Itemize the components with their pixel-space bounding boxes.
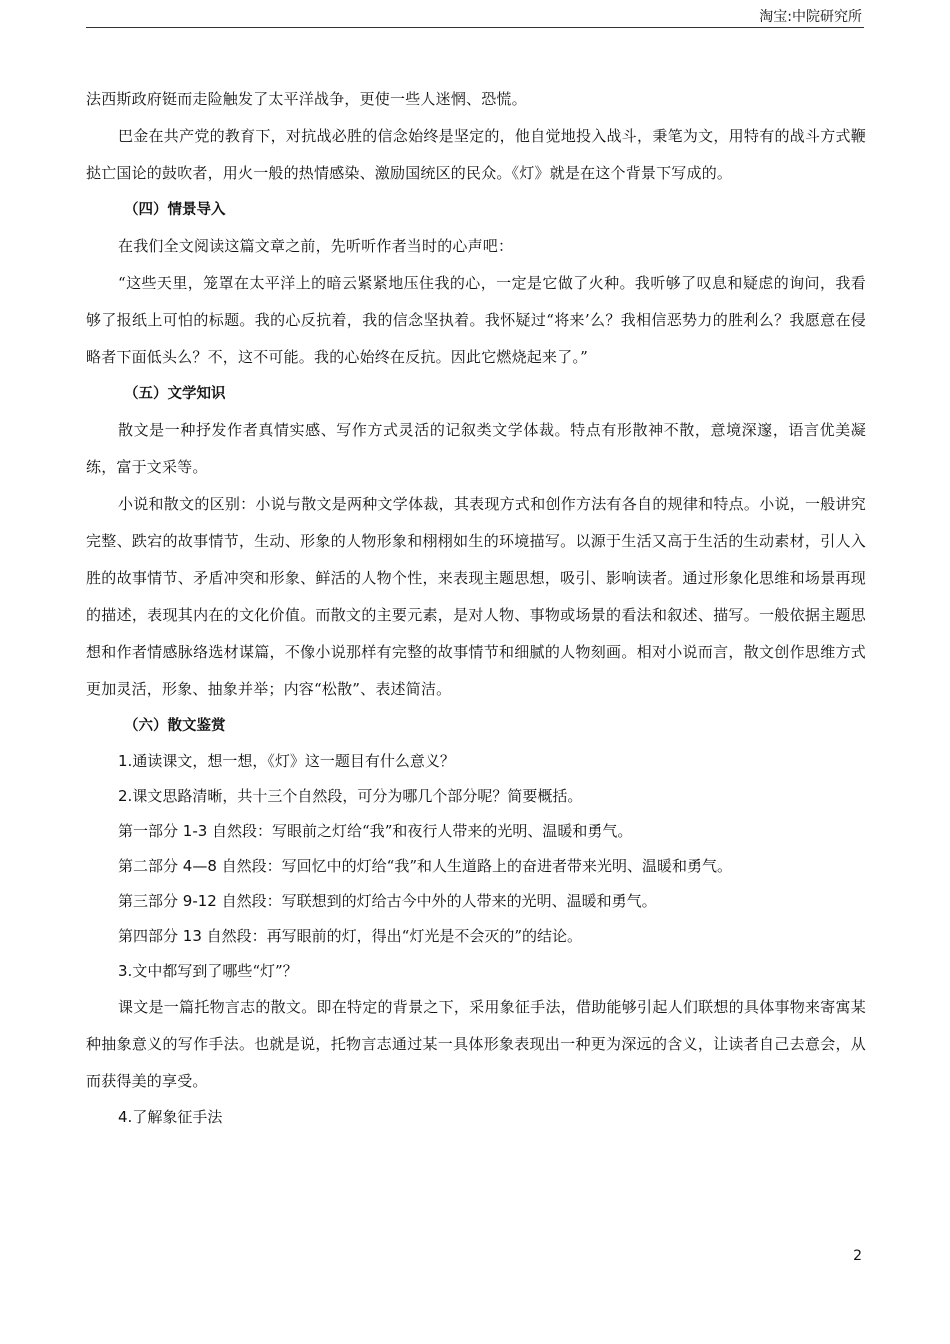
part-3-label: 第三部分: [118, 892, 183, 910]
paragraph-4: “这些天里，笼罩在太平洋上的暗云紧紧地压住我的心，一定是它做了火种。我听够了叹息和疑虑的询问，我看够了报纸上可怕的标题。我的心反抗着，我的信念坚执着。我怀疑过“将来’么？我相信恶势力的胜利么？我愿意在侵略者下面低头么？不，这不可能。我的心始终在反抗。因此它燃烧起来了。”: [86, 274, 866, 366]
header-text: 淘宝:中院研究所: [759, 9, 862, 25]
paragraph-2: 巴金在共产党的教育下，对抗战必胜的信念始终是坚定的，他自觉地投入战斗，秉笔为文，用特有的战斗方式鞭挞亡国论的鼓吹者，用火一般的热情感染、激励国统区的民众。《灯》就是在这个背景下写成的。: [86, 127, 866, 182]
question-2-number: 2.: [118, 787, 133, 805]
part-1-text: 自然段：写眼前之灯给“我”和夜行人带来的光明、温暖和勇气。: [207, 822, 633, 840]
part-1-label: 第一部分: [118, 822, 183, 840]
page-number: 2: [853, 1248, 862, 1264]
question-4-text: 了解象征手法: [132, 1108, 223, 1126]
paragraph-6: 小说和散文的区别：小说与散文是两种文学体裁，其表现方式和创作方法有各自的规律和特点。小说，一般讲究完整、跌宕的故事情节，生动、形象的人物形象和栩栩如生的环境描写。以源于生活又高于生活的生动素材，引人入胜的故事情节、矛盾冲突和形象、鲜活的人物个性，来表现主题思想，吸引、影响读者。通过形象化思维和场景再现的描述，表现其内在的文化价值。而散文的主要元素，是对人物、事物或场景的看法和叙述、描写。一般依据主题思想和作者情感脉络选材谋篇，不像小说那样有完整的故事情节和细腻的人物刻画。相对小说而言，散文创作思维方式更加灵活，形象、抽象并举；内容“松散”、表述简洁。: [86, 495, 866, 698]
part-4-label: 第四部分: [118, 927, 183, 945]
question-4-number: 4.: [118, 1108, 133, 1126]
part-3-text: 自然段：写联想到的灯给古今中外的人带来的光明、温暖和勇气。: [216, 892, 657, 910]
question-3-text: 文中都写到了哪些“灯”？: [132, 962, 298, 980]
question-1-number: 1.: [118, 752, 133, 770]
question-1-text: 通读课文，想一想，《灯》这一题目有什么意义？: [132, 752, 455, 770]
part-2: [86, 849, 866, 884]
paragraph-7: 课文是一篇托物言志的散文。即在特定的背景之下，采用象征手法，借助能够引起人们联想的具体事物来寄寓某种抽象意义的写作手法。也就是说，托物言志通过某一具体形象表现出一种更为深远的含义，让读者自己去意会，从而获得美的享受。: [86, 998, 866, 1090]
part-1: [86, 814, 866, 849]
question-2: [86, 779, 866, 814]
part-2-range: 4—8: [182, 857, 217, 875]
part-1-range: 1-3: [182, 822, 208, 840]
part-2-label: 第二部分: [118, 857, 183, 875]
part-2-text: 自然段：写回忆中的灯给“我”和人生道路上的奋进者带来光明、温暖和勇气。: [216, 857, 732, 875]
page-header: [86, 0, 864, 28]
section-heading-6: （六）散文鉴赏: [124, 718, 226, 734]
section-heading-4: （四）情景导入: [124, 202, 226, 218]
part-4-range: 13: [182, 927, 202, 945]
document-body: [86, 81, 866, 1135]
paragraph-3: 在我们全文阅读这篇文章之前，先听听作者当时的心声吧：: [118, 237, 514, 255]
question-3-number: 3.: [118, 962, 133, 980]
paragraph-5: 散文是一种抒发作者真情实感、写作方式灵活的记叙类文学体裁。特点有形散神不散，意境深邃，语言优美凝练，富于文采等。: [86, 421, 866, 476]
question-3: [86, 954, 866, 989]
part-3-range: 9-12: [182, 892, 217, 910]
paragraph-1: 法西斯政府铤而走险触发了太平洋战争，更使一些人迷惘、恐慌。: [86, 90, 527, 108]
question-2-text: 课文思路清晰，共十三个自然段，可分为哪几个部分呢？简要概括。: [132, 787, 583, 805]
part-3: [86, 884, 866, 919]
part-4-text: 自然段：再写眼前的灯，得出“灯光是不会灭的”的结论。: [201, 927, 582, 945]
question-4: [86, 1100, 866, 1135]
question-1: [86, 744, 866, 779]
part-4: [86, 919, 866, 954]
section-heading-5: （五）文学知识: [124, 386, 226, 402]
